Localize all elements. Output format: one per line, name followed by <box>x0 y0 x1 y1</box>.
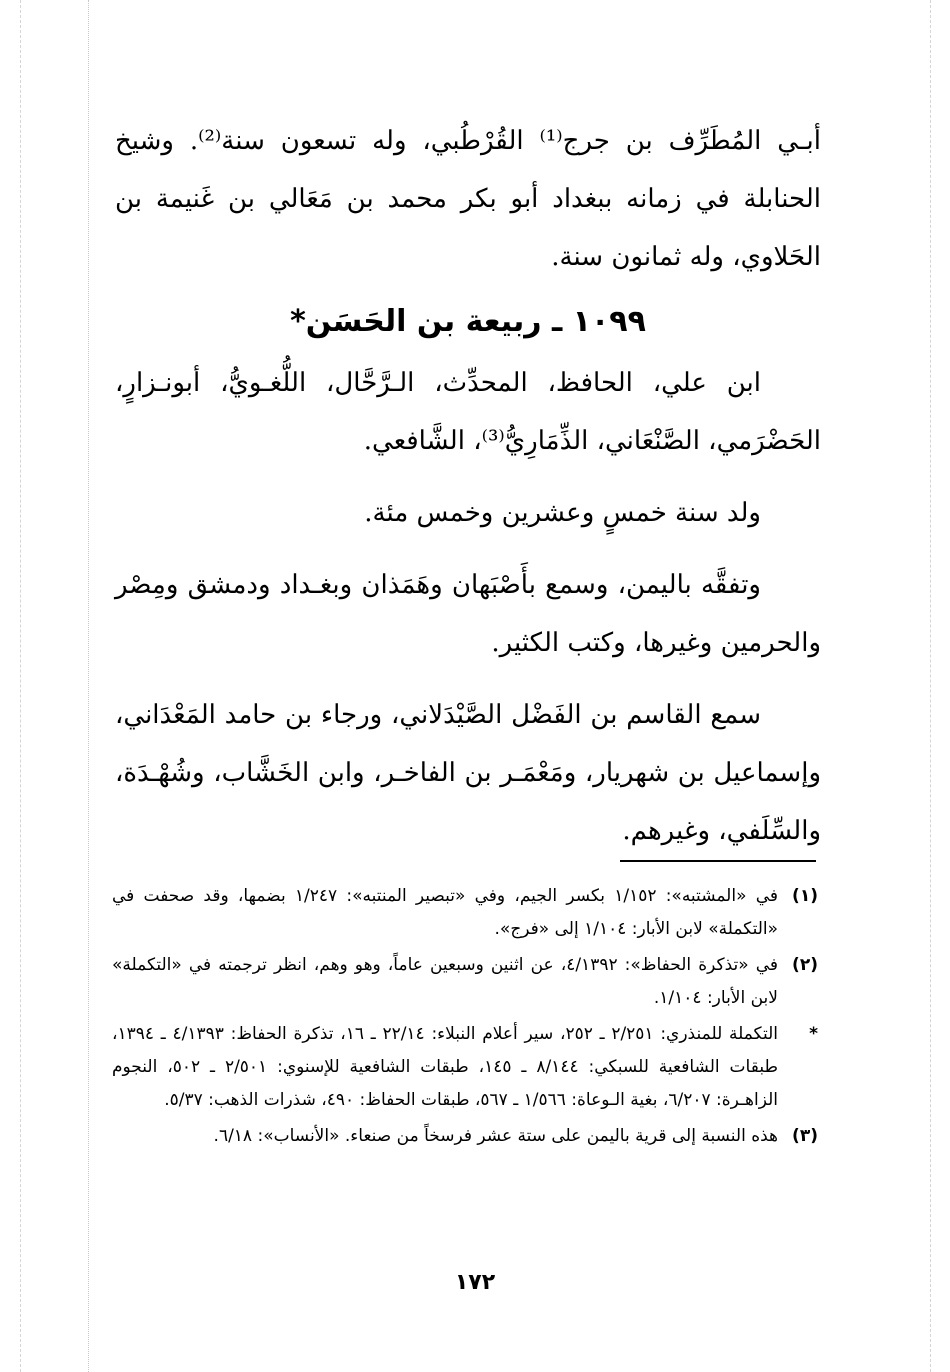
footnote <box>112 949 818 1015</box>
footnote-separator <box>620 860 816 862</box>
page-number: ١٧٢ <box>454 1270 496 1295</box>
entry-study: وتفقَّه باليمن، وسمع بأَصْبَهان وهَمَذان وبغـداد ودمشق ومِصْر والحرمين وغيرها، وكتب الكثير. <box>115 570 821 658</box>
spacer <box>115 470 821 484</box>
footnote-text: التكملة للمنذري: ٢/٢٥١ ـ ٢٥٢، سير أعلام النبلاء: ٢٢/١٤ ـ ١٦، تذكرة الحفاظ: ٤/١٣٩٣ ـ ١٣٩٤، طبقات الشافعية للسبكي: ٨/١٤٤ ـ ١٤٥، طبقات الشافعية للإسنوي: ٢/٥٠١ ـ ٥٠٢، النجوم الزاهـرة: ٦/٢٠٧، بغية الـوعاة: ١/٥٦٦ ـ ٥٦٧، طبقات الحفاظ: ٤٩٠، شذرات الذهب: ٥/٣٧. <box>112 1024 778 1110</box>
entry-heading: ١٠٩٩ ـ ربيعة بن الحَسَن* <box>290 304 646 339</box>
spacer <box>115 542 821 556</box>
scan-guide-left <box>20 0 21 1372</box>
main-text <box>115 112 821 860</box>
entry-lineage: ابن علي، الحافظ، المحدِّث، الـرَّحَّال، اللُّغـويُّ، أبونـزارٍ، الحَضْرَمي، الصَّنْعَاني، الذِّمَارِيُّ⁽³⁾، الشَّافعي. <box>115 368 821 456</box>
scan-guide-right <box>930 0 931 1372</box>
footnote-text: في «تذكرة الحفاظ»: ٤/١٣٩٢، عن اثنين وسبعين عاماً، وهو وهم، انظر ترجمته في «التكملة» لابن الأبار: ١/١٠٤. <box>112 955 778 1008</box>
intro-paragraph: أبـي المُطَرِّف بن جرج⁽¹⁾ القُرْطُبي، وله تسعون سنة⁽²⁾. وشيخ الحنابلة في زمانه ببغداد أبو بكر محمد بن مَعَالي بن غَنيمة بن الحَلاوي، وله ثمانون سنة. <box>115 126 822 272</box>
footnote-marker: (٢) <box>792 955 818 975</box>
spacer <box>115 672 821 686</box>
footnote-marker: (١) <box>792 886 818 906</box>
footnote-marker: (٣) <box>792 1126 818 1146</box>
footnotes <box>112 880 818 1156</box>
footnote <box>112 880 818 946</box>
footnote <box>112 1018 818 1117</box>
entry-birth: ولد سنة خمسٍ وعشرين وخمس مئة. <box>364 498 761 528</box>
footnote <box>112 1120 818 1153</box>
footnote-text: هذه النسبة إلى قرية باليمن على ستة عشر فرسخاً من صنعاء. «الأنساب»: ٦/١٨. <box>213 1126 778 1146</box>
scan-guide-inner <box>88 0 89 1372</box>
footnote-marker: * <box>809 1024 818 1044</box>
entry-teachers: سمع القاسم بن الفَضْل الصَّيْدَلاني، ورجاء بن حامد المَعْدَاني، وإسماعيل بن شهريار، ومَعْمَـر بن الفاخـر، وابن الخَشَّاب، وشُهْـدَة، والسِّلَفي، وغيرهم. <box>115 700 821 846</box>
footnote-text: في «المشتبه»: ١/١٥٢ بكسر الجيم، وفي «تبصير المنتبه»: ١/٢٤٧ بضمها، وقد صحفت في «التكملة» لابن الأبار: ١/١٠٤ إلى «فرج». <box>112 886 778 939</box>
